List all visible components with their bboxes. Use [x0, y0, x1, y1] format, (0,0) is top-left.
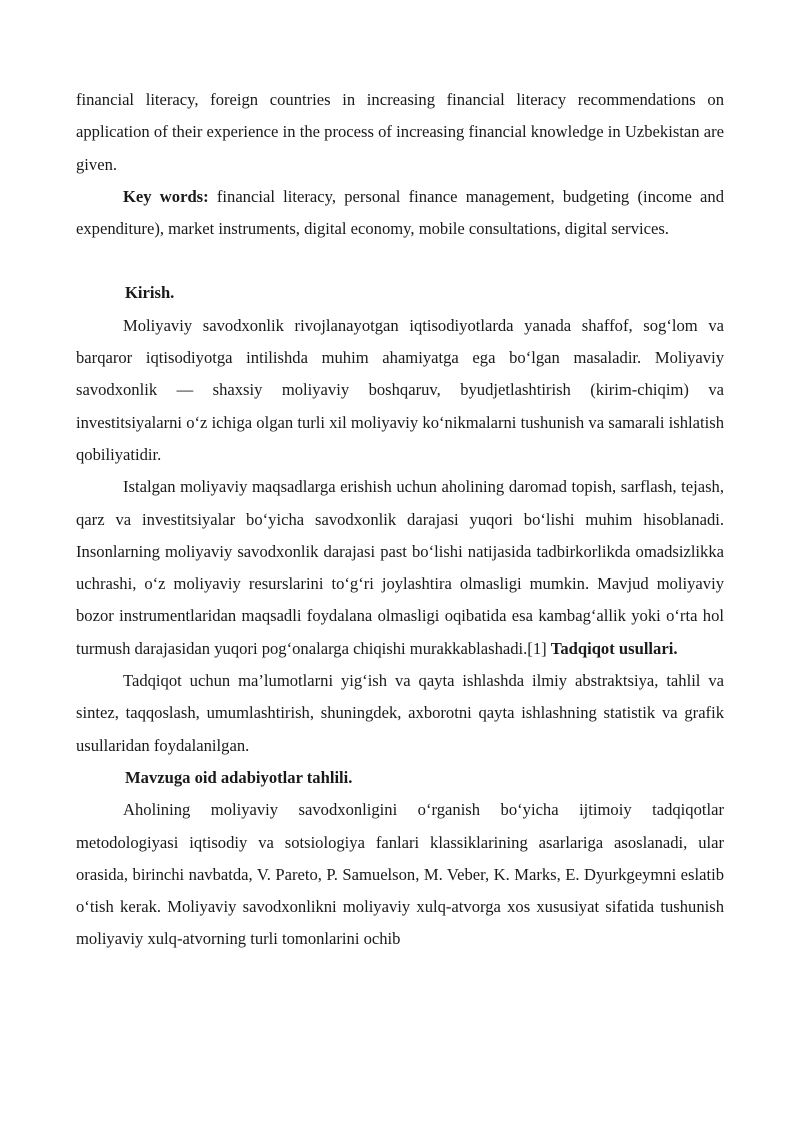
literature-paragraph: Aholining moliyaviy savodxonligini o‘rganish bo‘yicha ijtimoiy tadqiqotlar metodologiyasi iqtisodiy va sotsiologiya fanlari klassiklarining asarlariga asoslanadi, ular orasida, birinchi navbatda, V. Pareto, P. Samuelson, M. Veber, K. Marks, E. Dyurkgeymni eslatib o‘tish kerak. Moliyaviy savodxonlikni moliyaviy xulq-atvorga xos xususiyat sifatida tushunish moliyaviy xulq-atvorning turli tomonlarini ochib: [76, 800, 724, 949]
intro-paragraph-2-text: Istalgan moliyaviy maqsadlarga erishish uchun aholining daromad topish, sarflash, tejash, qarz va investitsiyalar bo‘yicha savodxonlik darajasi yuqori bo‘lishi muhim hisoblanadi. Insonlarning moliyaviy savodxonlik darajasi past bo‘lishi natijasida tadbirkorlikda omadsizlikka uchrashi, o‘z moliyaviy resurslarini to‘g‘ri joylashtira olmasligi mumkin. Mavjud moliyaviy bozor instrumentlaridan maqsadli foydalana olmasligi oqibatida esa kambag‘allik yoki o‘rta hol turmush darajasidan yuqori pog‘onalarga chiqishi murakkablashadi.[1]: [76, 477, 724, 658]
methods-heading: Tadqiqot usullari.: [550, 638, 678, 658]
keywords-text: financial literacy, personal finance management, budgeting (income and expenditure), market instruments, digital economy, mobile consultations, digital services.: [76, 186, 724, 239]
keywords-label: Key words:: [123, 186, 209, 206]
document-page: [76, 84, 724, 956]
keywords-paragraph: [76, 181, 724, 246]
intro-paragraph-2: [76, 471, 724, 665]
intro-paragraph-1: Moliyaviy savodxonlik rivojlanayotgan iqtisodiyotlarda yanada shaffof, sog‘lom va barqaror iqtisodiyotga intilishda muhim ahamiyatga ega bo‘lgan masaladir. Moliyaviy savodxonlik — shaxsiy moliyaviy boshqaruv, byudjetlashtirish (kirim-chiqim) va investitsiyalarni o‘z ichiga olgan turli xil moliyaviy ko‘nikmalarni tushunish va samarali ishlatish qobiliyatidir.: [76, 315, 724, 464]
intro-heading: Kirish.: [125, 283, 175, 303]
methods-paragraph: Tadqiqot uchun ma’lumotlarni yig‘ish va qayta ishlashda ilmiy abstraktsiya, tahlil va sintez, taqqoslash, umumlashtirish, shuningdek, axborotni qayta ishlashning statistik va grafik usullaridan foydalanilgan.: [76, 671, 724, 755]
literature-heading: Mavzuga oid adabiyotlar tahlili.: [125, 767, 353, 787]
abstract-tail-paragraph: financial literacy, foreign countries in increasing financial literacy recommendations on application of their experience in the process of increasing financial knowledge in Uzbekistan are given.: [76, 90, 724, 174]
section-gap: [76, 245, 724, 277]
